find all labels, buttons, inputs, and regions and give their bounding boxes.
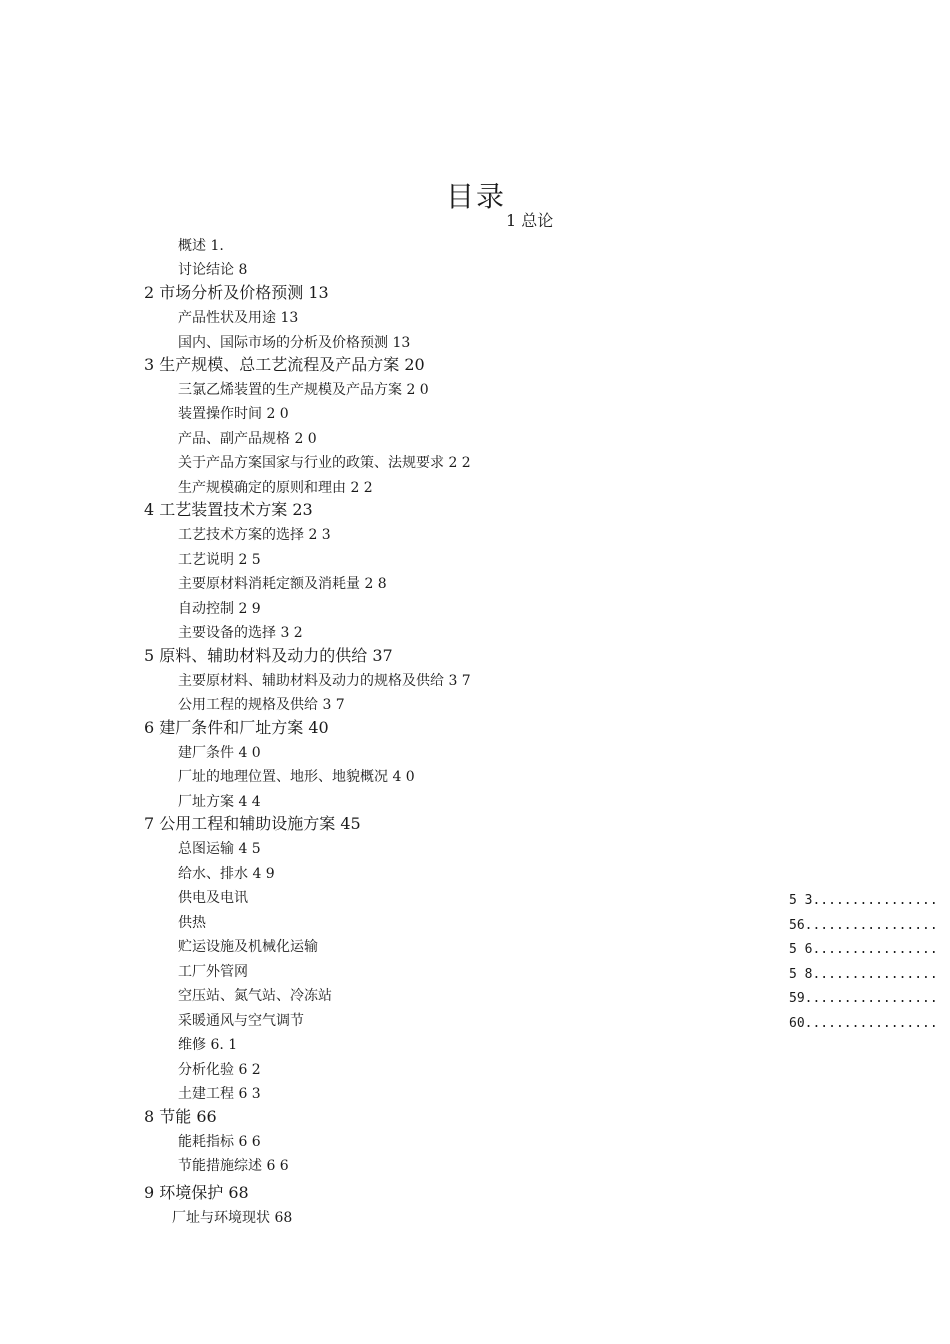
toc-entry[interactable]: 空压站、氮气站、冷冻站 bbox=[178, 988, 332, 1004]
toc-entry[interactable]: 分析化验 6 2 bbox=[178, 1062, 261, 1078]
toc-entry[interactable]: 产品、副产品规格 2 0 bbox=[178, 431, 317, 447]
toc-entry[interactable]: 厂址的地理位置、地形、地貌概况 4 0 bbox=[178, 769, 415, 785]
toc-entry-page: 60................. bbox=[789, 1016, 938, 1031]
toc-entry[interactable]: 厂址与环境现状 68 bbox=[172, 1210, 293, 1226]
toc-entry[interactable]: 采暖通风与空气调节 bbox=[178, 1013, 304, 1029]
toc-entry[interactable]: 公用工程的规格及供给 3 7 bbox=[178, 697, 345, 713]
toc-entry-page: 5 3................ bbox=[789, 893, 938, 908]
toc-entry[interactable]: 1 总论 bbox=[506, 211, 554, 230]
toc-entry[interactable]: 主要原材料消耗定额及消耗量 2 8 bbox=[178, 576, 387, 592]
toc-entry-page: 56................. bbox=[789, 918, 938, 933]
toc-entry[interactable]: 贮运设施及机械化运输 bbox=[178, 939, 318, 955]
toc-chapter[interactable]: 8 节能 66 bbox=[144, 1107, 217, 1126]
toc-chapter[interactable]: 4 工艺装置技术方案 23 bbox=[144, 500, 313, 519]
toc-entry[interactable]: 能耗指标 6 6 bbox=[178, 1134, 261, 1150]
toc-entry[interactable]: 生产规模确定的原则和理由 2 2 bbox=[178, 480, 373, 496]
toc-entry[interactable]: 三氯乙烯装置的生产规模及产品方案 2 0 bbox=[178, 382, 429, 398]
toc-chapter[interactable]: 6 建厂条件和厂址方案 40 bbox=[144, 718, 329, 737]
toc-chapter[interactable]: 9 环境保护 68 bbox=[144, 1183, 249, 1202]
toc-entry[interactable]: 国内、国际市场的分析及价格预测 13 bbox=[178, 335, 411, 351]
toc-entry[interactable]: 厂址方案 4 4 bbox=[178, 794, 261, 810]
toc-entry[interactable]: 工厂外管网 bbox=[178, 964, 248, 980]
toc-entry[interactable]: 产品性状及用途 13 bbox=[178, 310, 299, 326]
toc-entry[interactable]: 节能措施综述 6 6 bbox=[178, 1158, 289, 1174]
toc-entry-page: 5 8................ bbox=[789, 967, 938, 982]
toc-entry[interactable]: 给水、排水 4 9 bbox=[178, 866, 275, 882]
toc-chapter[interactable]: 5 原料、辅助材料及动力的供给 37 bbox=[144, 646, 393, 665]
toc-chapter[interactable]: 3 生产规模、总工艺流程及产品方案 20 bbox=[144, 355, 425, 374]
toc-entry[interactable]: 维修 6. 1 bbox=[178, 1037, 238, 1053]
toc-entry-page: 59................. bbox=[789, 991, 938, 1006]
toc-entry[interactable]: 供电及电讯 bbox=[178, 890, 248, 906]
toc-entry[interactable]: 建厂条件 4 0 bbox=[178, 745, 261, 761]
toc-entry[interactable]: 工艺技术方案的选择 2 3 bbox=[178, 527, 331, 543]
toc-entry[interactable]: 主要设备的选择 3 2 bbox=[178, 625, 303, 641]
page-title: 目录 bbox=[445, 180, 506, 213]
toc-entry-page: 5 6................ bbox=[789, 942, 938, 957]
toc-entry[interactable]: 供热 bbox=[178, 915, 206, 931]
toc-entry[interactable]: 工艺说明 2 5 bbox=[178, 552, 261, 568]
toc-chapter[interactable]: 2 市场分析及价格预测 13 bbox=[144, 283, 329, 302]
toc-entry[interactable]: 自动控制 2 9 bbox=[178, 601, 261, 617]
toc-entry[interactable]: 关于产品方案国家与行业的政策、法规要求 2 2 bbox=[178, 455, 471, 471]
toc-entry[interactable]: 主要原材料、辅助材料及动力的规格及供给 3 7 bbox=[178, 673, 471, 689]
toc-chapter[interactable]: 7 公用工程和辅助设施方案 45 bbox=[144, 814, 361, 833]
toc-entry[interactable]: 概述 1. bbox=[178, 238, 224, 254]
toc-entry[interactable]: 讨论结论 8 bbox=[178, 262, 248, 278]
toc-entry[interactable]: 总图运输 4 5 bbox=[178, 841, 261, 857]
toc-entry[interactable]: 装置操作时间 2 0 bbox=[178, 406, 289, 422]
toc-entry[interactable]: 土建工程 6 3 bbox=[178, 1086, 261, 1102]
